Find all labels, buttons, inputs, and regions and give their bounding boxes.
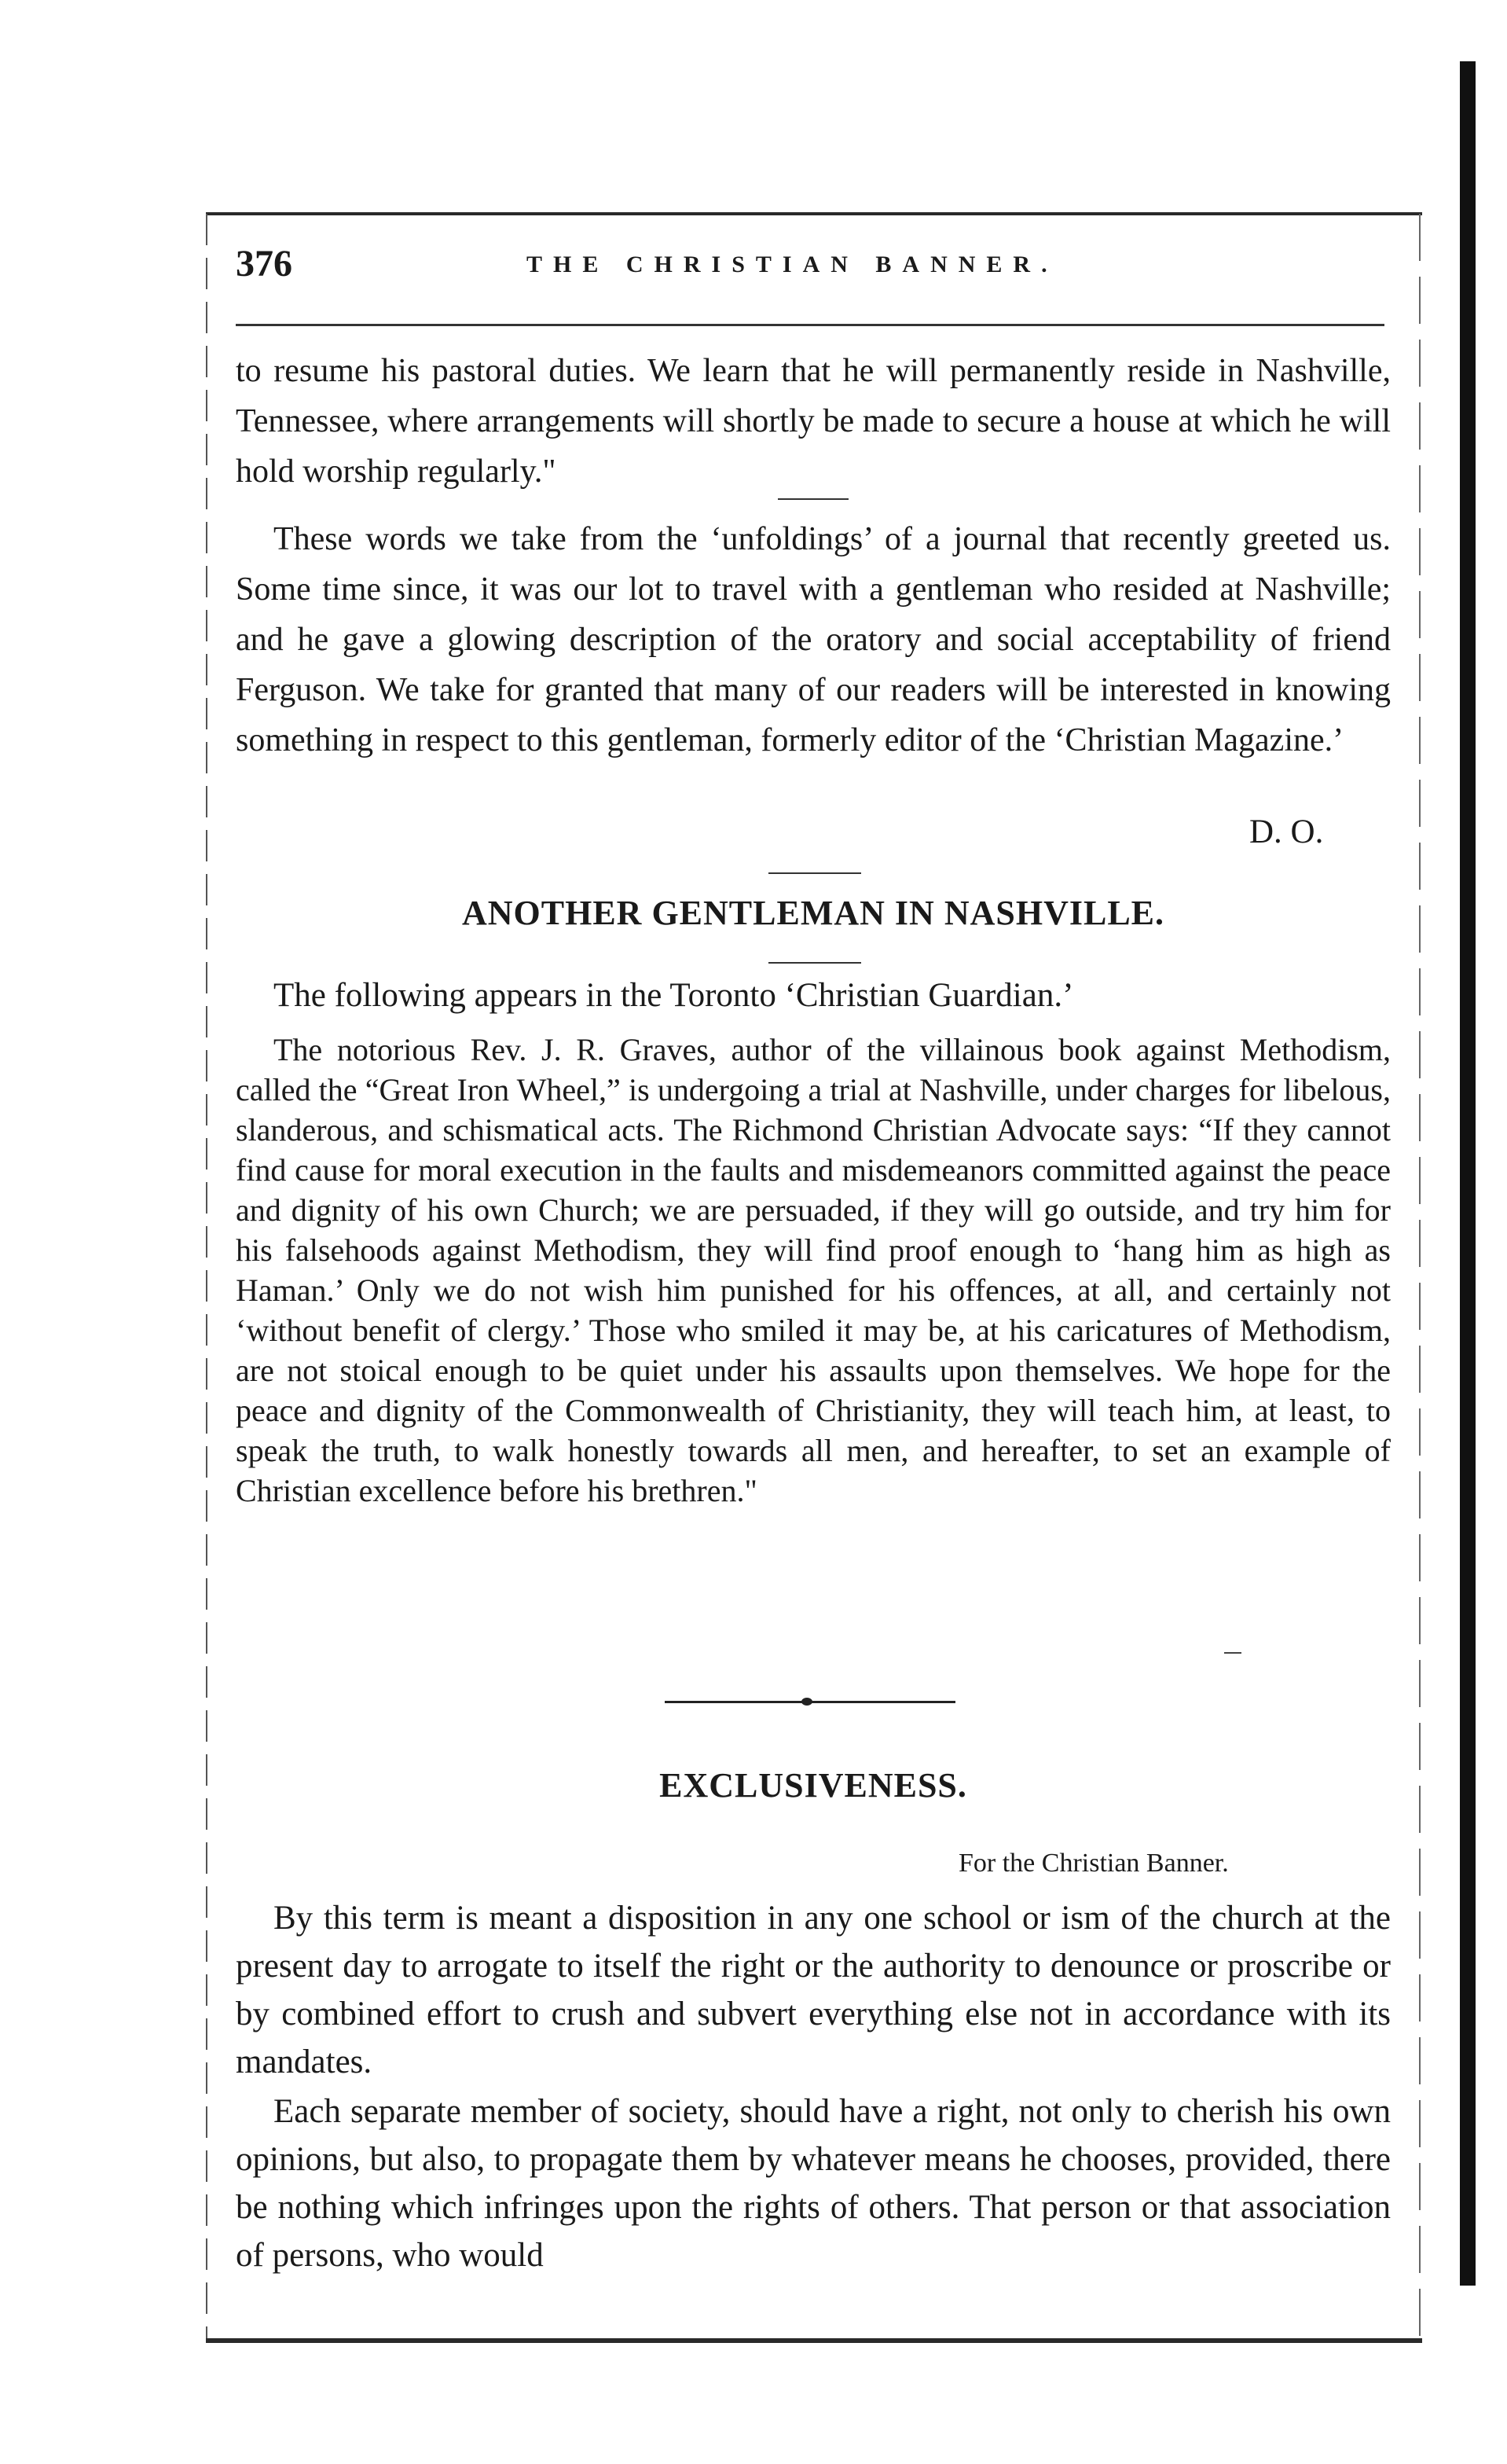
page-edge-shadow bbox=[1460, 61, 1476, 2286]
left-margin-rule bbox=[206, 214, 207, 2341]
article-byline: For the Christian Banner. bbox=[959, 1849, 1229, 1878]
article-paragraph: Each separate member of society, should have a right, not only to cherish his own opinions, but also, to propagate them by whatever means he chooses, provided, there be nothing which infringes upon the rights of others. That person or that association of persons, who would bbox=[236, 2093, 1391, 2274]
right-margin-rule bbox=[1419, 214, 1421, 2341]
separator-rule bbox=[768, 962, 861, 964]
bottom-border-rule bbox=[206, 2338, 1422, 2343]
article-paragraph: By this term is meant a disposition in any one school or ism of the church at the present day to arrogate to itself the right or the authority to denounce or proscribe or by combined effort to crush and subvert everything else not in accordance with its mandates. bbox=[236, 1900, 1391, 2080]
page-number: 376 bbox=[236, 243, 292, 285]
editor-signature: D. O. bbox=[1249, 813, 1324, 850]
page-header bbox=[236, 242, 1399, 289]
article-intro: The following appears in the Toronto ‘Christian Guardian.’ bbox=[273, 977, 1074, 1014]
quoted-article: The notorious Rev. J. R. Graves, author of the villainous book against Methodism, called the “Great Iron Wheel,” is undergoing a trial at Nashville, under charges for libelous, slanderous, and schismatical acts. The Richmond Christian Advocate says: “If they cannot find cause for moral execution in the faults and misdemeanors committed against the peace and dignity of his own Church; we are persuaded, if they will go outside, and try him for his falsehoods against Methodism, they will find proof enough to ‘hang him as high as Haman.’ Only we do not wish him punished for his offences, at all, and certainly not ‘without benefit of clergy.’ Those who smiled it may be, at his caricatures of Methodism, are not stoical enough to be quiet under his assaults upon themselves. We hope for the peace and dignity of the Commonwealth of Christianity, they will teach him, at least, to speak the truth, to walk honestly towards all men, and hereafter, to set an example of Christian excellence before his brethren." bbox=[236, 1032, 1391, 1508]
separator-rule bbox=[768, 872, 861, 874]
separator-rule bbox=[778, 498, 849, 500]
header-rule bbox=[236, 324, 1384, 326]
article-heading: EXCLUSIVENESS. bbox=[659, 1766, 967, 1805]
article-heading: ANOTHER GENTLEMAN IN NASHVILLE. bbox=[461, 894, 1165, 932]
running-head: THE CHRISTIAN BANNER. bbox=[526, 252, 1058, 277]
top-border-rule bbox=[206, 212, 1422, 215]
editorial-paragraph: These words we take from the ‘unfoldings’ of a journal that recently greeted us. Some time since, it was our lot to travel with a gentleman who resided at Nashville; and he gave a glowing description of the oratory and social acceptability of friend Ferguson. We take for granted that many of our readers will be interested in knowing something in respect to this gentleman, formerly editor of the ‘Christian Magazine.’ bbox=[236, 521, 1391, 758]
continued-paragraph: to resume his pastoral duties. We learn that he will permanently reside in Nashville, Tennessee, where arrangements will shortly be made to secure a house at which he will hold worship regularly." bbox=[236, 353, 1391, 490]
separator-rule bbox=[1224, 1652, 1241, 1654]
section-ornament bbox=[665, 1698, 955, 1706]
